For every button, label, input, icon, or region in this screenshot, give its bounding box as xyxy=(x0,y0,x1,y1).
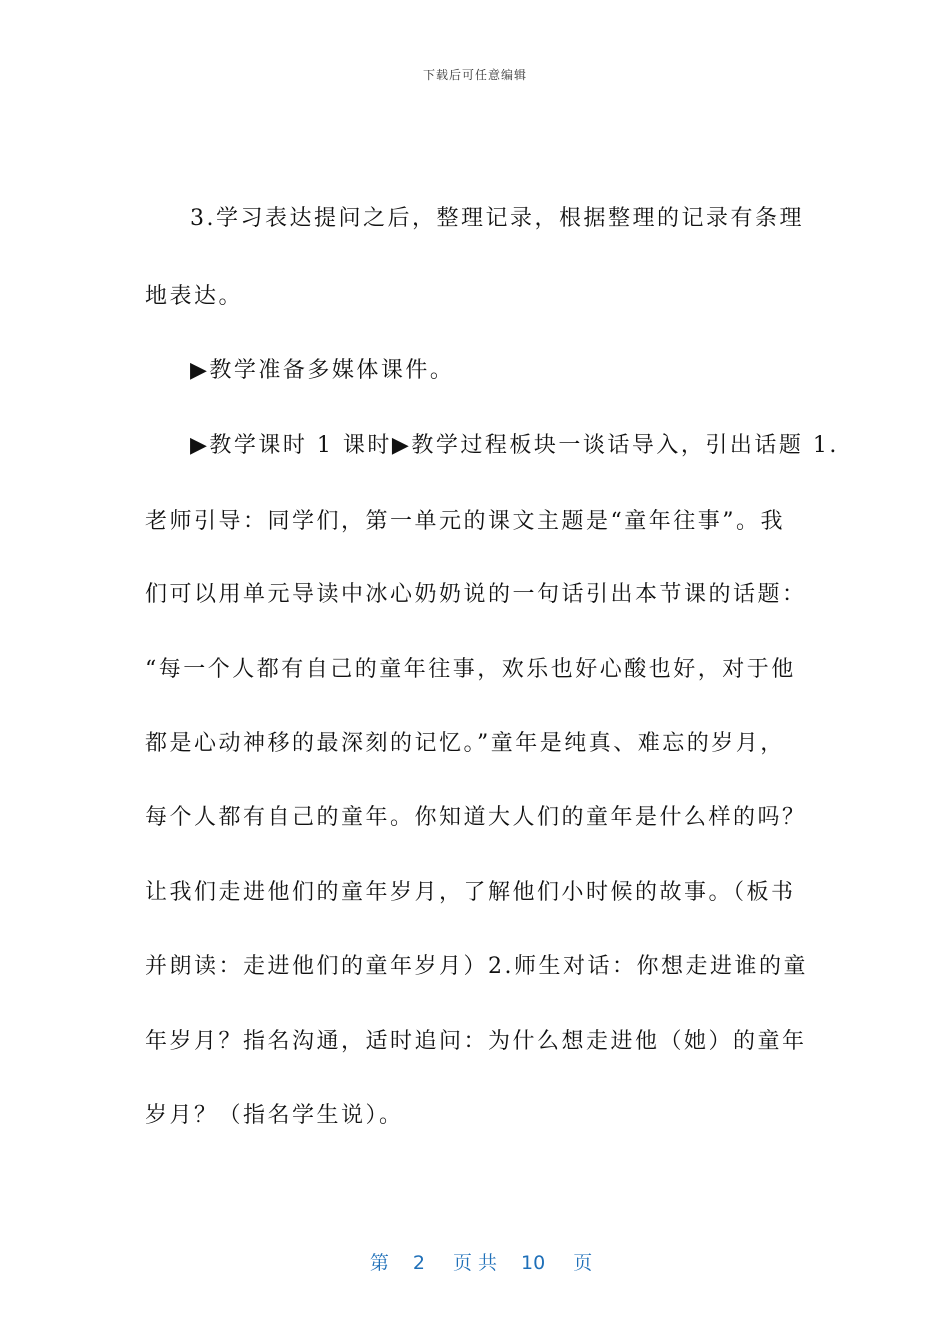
paragraph-line: 让我们走进他们的童年岁月，了解他们小时候的故事。（板书 xyxy=(145,880,796,905)
paragraph-line: 们可以用单元导读中冰心奶奶说的一句话引出本节课的话题： xyxy=(145,582,807,607)
total-page-number: 10 xyxy=(521,1252,546,1274)
paragraph-line: ▶教学课时 1 课时▶教学过程板块一谈话导入，引出话题 1. xyxy=(190,433,839,458)
paragraph-line: 老师引导：同学们，第一单元的课文主题是“童年往事”。我 xyxy=(145,509,785,534)
paragraph-line: 3.学习表达提问之后，整理记录，根据整理的记录有条理 xyxy=(190,206,804,231)
paragraph-line: 地表达。 xyxy=(145,284,244,309)
paragraph-line: 并朗读：走进他们的童年岁月）2.师生对话：你想走进谁的童 xyxy=(145,954,808,979)
page-suffix: 页 xyxy=(573,1252,593,1274)
page-number-footer xyxy=(0,1226,950,1275)
paragraph-line: 每个人都有自己的童年。你知道大人们的童年是什么样的吗？ xyxy=(145,805,807,830)
paragraph-line: ▶教学准备多媒体课件。 xyxy=(190,358,455,383)
page-mid-label: 页 共 xyxy=(452,1252,498,1274)
current-page-number: 2 xyxy=(412,1252,425,1274)
paragraph-line: 年岁月？指名沟通，适时追问：为什么想走进他（她）的童年 xyxy=(145,1029,807,1054)
paragraph-line: 都是心动神移的最深刻的记忆。”童年是纯真、难忘的岁月， xyxy=(145,731,785,756)
page-header-note: 下载后可任意编辑 xyxy=(422,68,527,82)
paragraph-line: 岁月？（指名学生说）。 xyxy=(145,1103,404,1128)
page-prefix: 第 xyxy=(369,1252,389,1274)
paragraph-line: “每一个人都有自己的童年往事，欢乐也好心酸也好，对于他 xyxy=(145,657,796,682)
